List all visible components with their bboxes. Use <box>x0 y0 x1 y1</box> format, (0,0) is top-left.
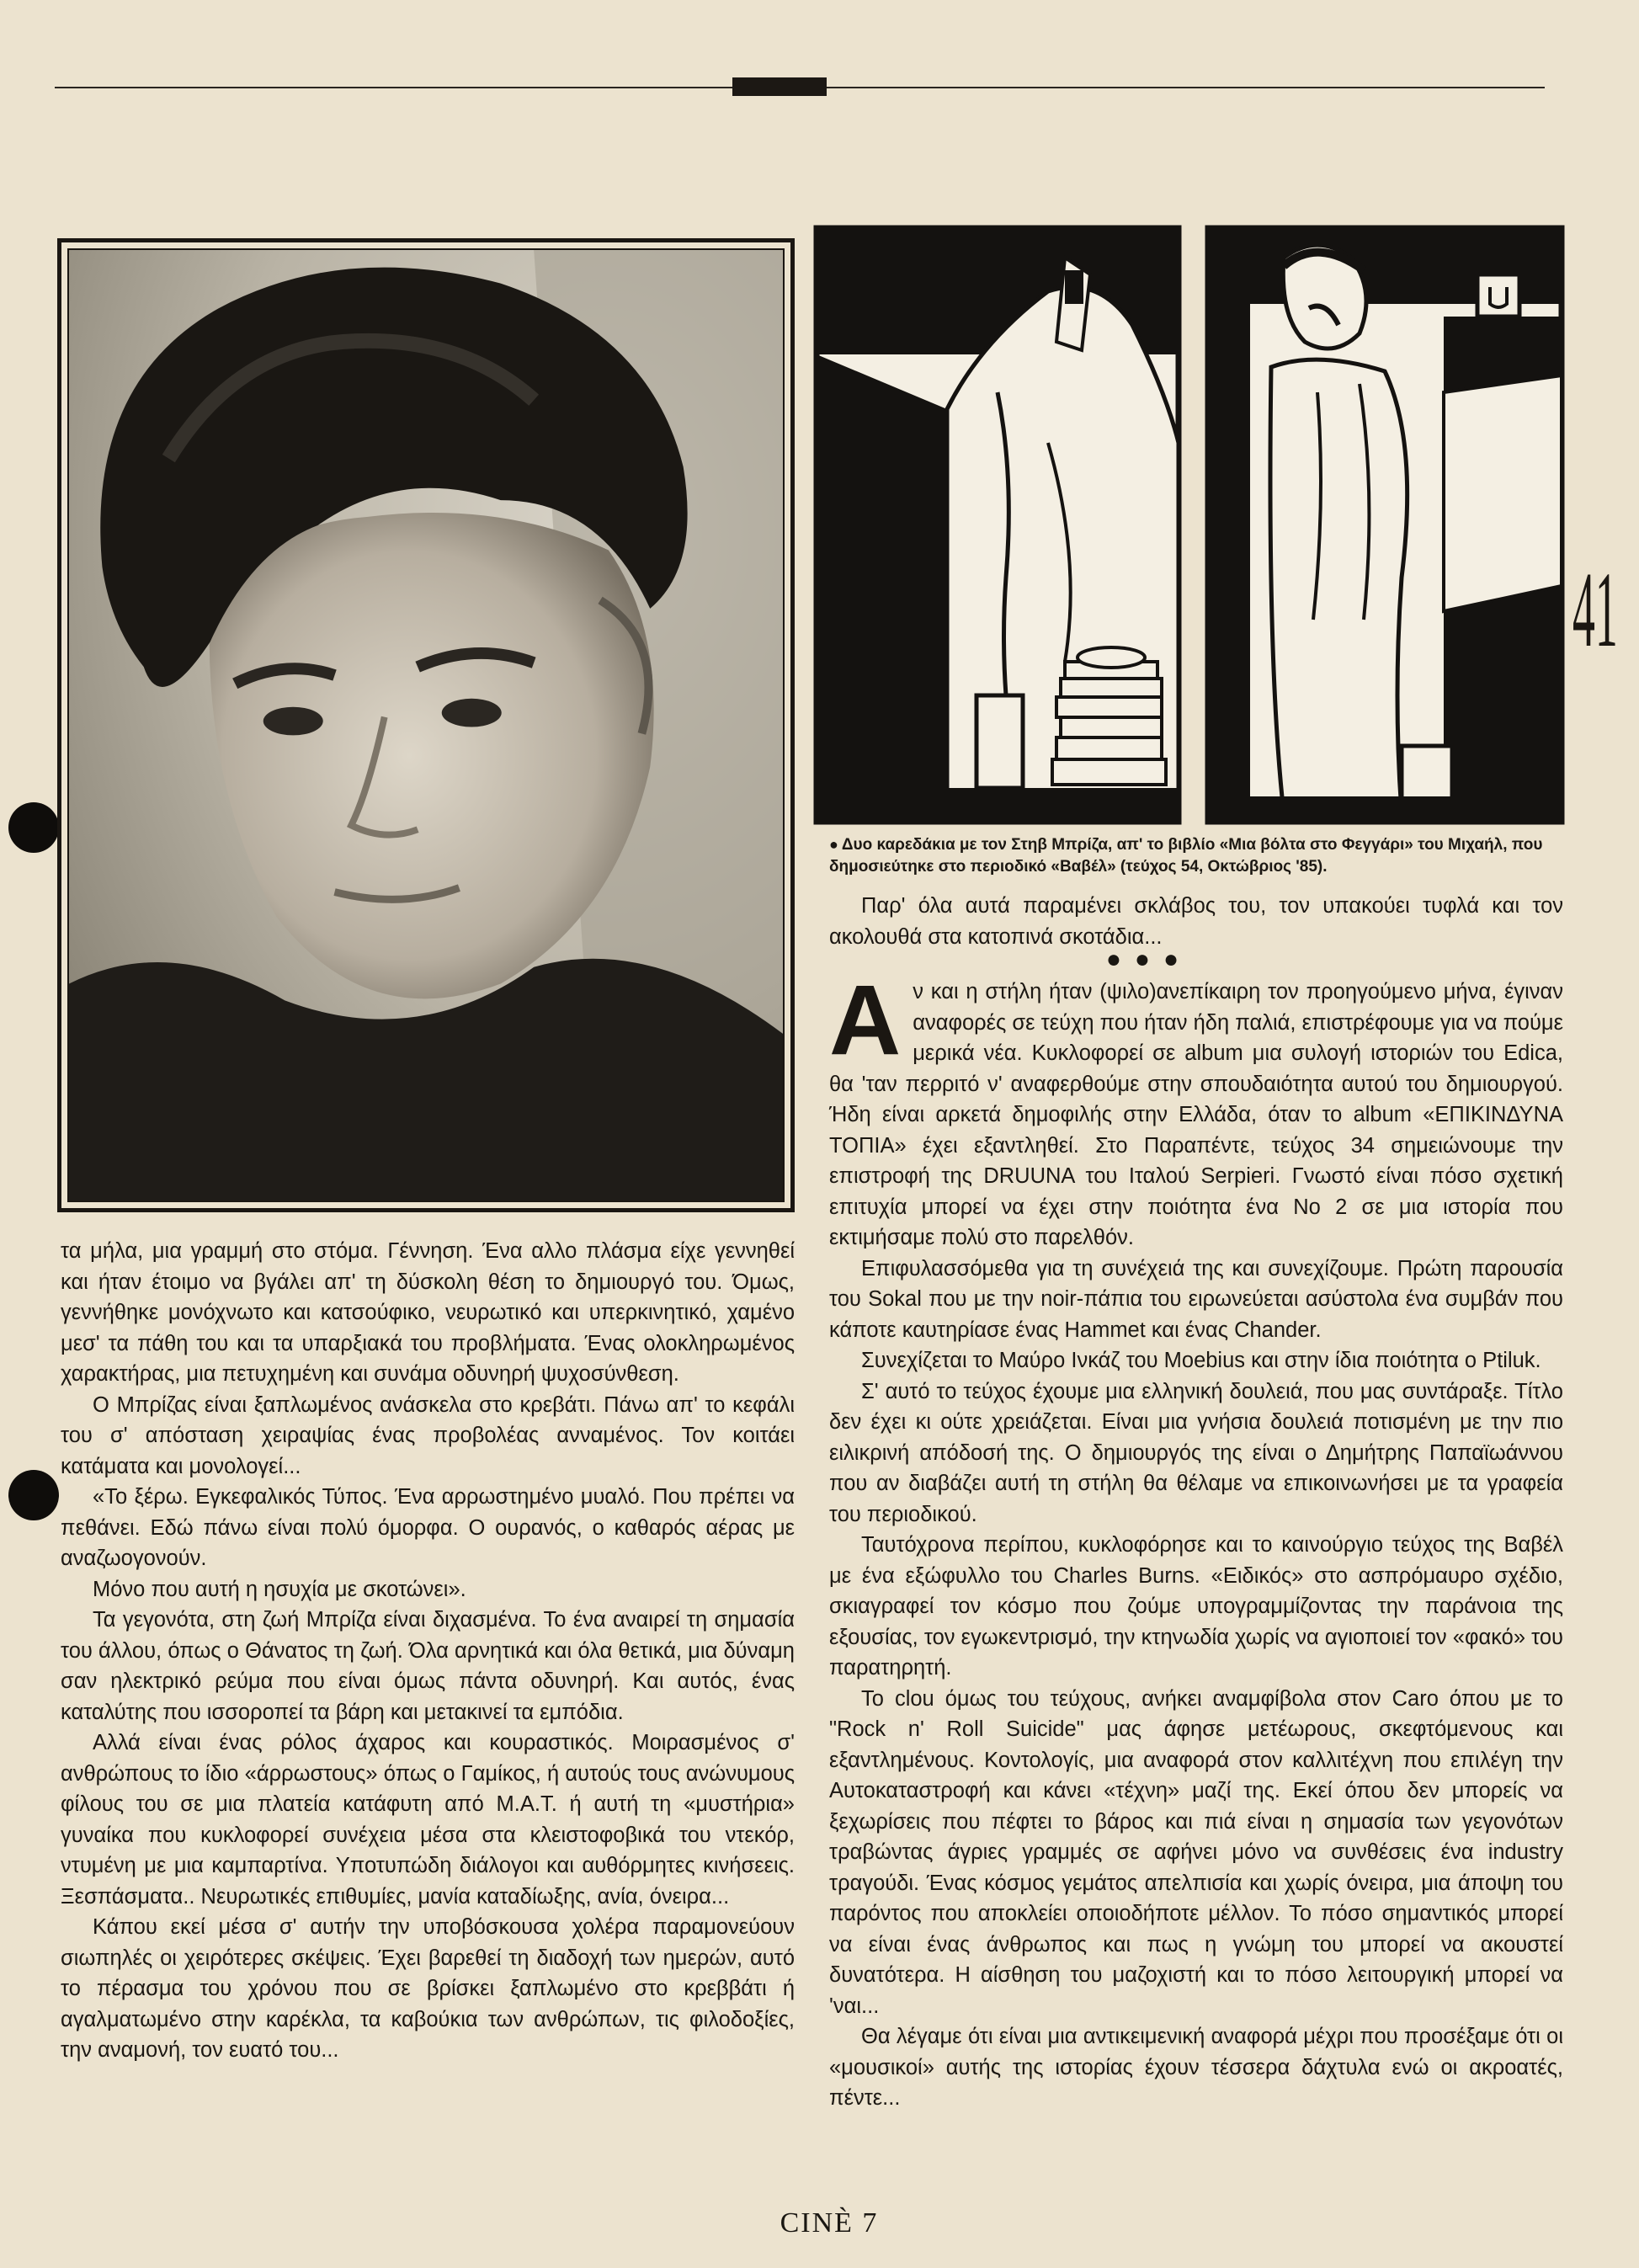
paragraph: Συνεχίζεται το Μαύρο Ινκάζ του Moebius και στην ίδια ποιότητα ο Ptiluk. <box>861 1349 1541 1372</box>
portrait-photo <box>67 248 785 1202</box>
caption-bullet: ● <box>829 836 838 853</box>
right-column <box>829 965 1563 2114</box>
paragraph: Ο Μπρίζας είναι ξαπλωμένος ανάσκελα στο κρεβάτι. Πάνω απ' το κεφάλι του σ' απόσταση χειραψίας ένας προβολέας ανναμένος. Τον κοιτάει κατάματα και μονολογεί... <box>61 1392 795 1478</box>
caption-text: Δυο καρεδάκια με τον Στηβ Μπρίζα, απ' το βιβλίο «Μια βόλτα στο Φεγγάρι» του Μιχαήλ, που δημοσιεύτηκε στο περιοδικό «Βαβέλ» (τεύχος 54, Οκτώβριος '85). <box>829 836 1543 876</box>
paragraph: Ταυτόχρονα περίπου, κυκλοφόρησε και το καινούργιο τεύχος της Βαβέλ με ένα εξώφυλλο του Charles Burns. «Ειδικός» στο ασπρόμαυρο σχέδιο, σκιαγραφεί τον κόσμο που ζούμε υπογραμμίζοντας την παράνοια της εξουσίας, τον εγωκεντρισμό, την κτηνωδία χωρίς να αγιοποιεί τον «φακό» του παρατηρητή. <box>829 1533 1563 1680</box>
punch-hole <box>8 1470 59 1520</box>
comic-panel-2 <box>1208 228 1562 822</box>
right-top-paragraph <box>829 891 1563 952</box>
paragraph: Αλλά είναι ένας ρόλος άχαρος και κουραστικός. Μοιρασμένος σ' ανθρώπους το ίδιο «άρρωστους» όπως ο Γαμίκος, ή αυτούς τους ανώνυμους φίλους του σε μια πλατεία κατάφυτη από Μ.Α.Τ. ή αυτή τη «μυστήρια» γυναίκα που κυκλοφορεί συνέχεια μέσα στα κλειστοφοβικά του ντεκόρ, ντυμένη με μια καμπαρτίνα. Υποτυπώδη διάλογοι και αυθόρμητες κινήσεεις. Ξεσπάσματα.. Νευρωτικές επιθυμίες, μανία καταδίωξης, ανία, όνειρα... <box>61 1731 795 1909</box>
paragraph: Μόνο που αυτή η ησυχία με σκοτώνει». <box>93 1577 466 1601</box>
portrait-photo-frame <box>57 238 795 1212</box>
paragraph: τα μήλα, μια γραμμή στο στόμα. Γέννηση. Ένα αλλο πλάσμα είχε γεννηθεί και ήταν έτοιμο να βγάλει απ' τη δύσκολη θέση το δημιουργό του. Όμως, γεννήθηκε μονόχνωτο και κατσούφικο, νευρωτικό και υπερκινητικό, χαμένο μεσ' τα πάθη του και τα υπαρξιακά του προβλήματα. Ένας ολοκληρωμένος χαρακτήρας, μια πετυχημένη και συνάμα οδυνηρή ψυχοσύνθεση. <box>61 1239 795 1386</box>
paragraph: Παρ' όλα αυτά παραμένει σκλάβος του, τον υπακούει τυφλά και τον ακολουθά στα κατοπινά σκοτάδια... <box>829 894 1563 949</box>
comic-panel-1 <box>817 228 1179 822</box>
top-rule-block <box>732 77 827 96</box>
paragraph: Κάπου εκεί μέσα σ' αυτήν την υποβόσκουσα χολέρα παραμονεύουν σιωπηλές οι χειρότερες σκέψεις. Έχει βαρεθεί τη διαδοχή των ημερών, αυτό το πέρασμα του χρόνου που σε βρίσκει ξαπλωμένο στο κρεββάτι ή αγαλματωμένο στην καρέκλα, τα καβούκια των ανθρώπων, τις φιλοδοξίες, την αναμονή, τον ευατό του... <box>61 1915 795 2062</box>
paragraph: Τα γεγονότα, στη ζωή Μπρίζα είναι διχασμένα. Το ένα αναιρεί τη σημασία του άλλου, όπως ο Θάνατος τη ζωή. Όλα αρνητικά και όλα θετικά, μια δύναμη σαν ηλεκτρικό ρεύμα που είναι όμως πάντα οδυνηρή. Και αυτός, ένας καταλύτης που ισσοροπεί τα βάρη και μετακινεί τα εμπόδια. <box>61 1608 795 1724</box>
paragraph: Σ' αυτό το τεύχος έχουμε μια ελληνική δουλειά, που μας συντάραξε. Τίτλο δεν έχει κι ούτε χρειάζεται. Είναι μια γνήσια δουλειά ποτισμένη με την πιο ειλικρινή απόδοσή της. Ο δημιουργός της είναι ο Δημήτρης Παπαϊωάννου που αν διαβάζει αυτή τη στήλη θα θέλαμε να επικοινωνήσει με τα γραφεία του περιοδικού. <box>829 1379 1563 1526</box>
image-caption <box>829 833 1553 878</box>
section-separator: ●●● <box>1105 945 1193 973</box>
footer-magazine-name: CINÈ 7 <box>780 2207 879 2239</box>
punch-hole <box>8 802 59 853</box>
comic-strip <box>812 224 1566 826</box>
paragraph: «Το ξέρω. Εγκεφαλικός Τύπος. Ένα αρρωστημένο μυαλό. Που πρέπει να πεθάνει. Εδώ πάνω είναι πολύ όμορφα. Ο ουρανός, ο καθαρός αέρας με αναζωογονούν. <box>61 1485 795 1570</box>
left-column <box>61 1236 795 2066</box>
page-number: 41 <box>1572 550 1618 669</box>
paragraph: Επιφυλασσόμεθα για τη συνέχειά της και συνεχίζουμε. Πρώτη παρουσία του Sokal που με την noir-πάπια του ειρωνεύεται ασύστολα ένα συμβάν που κάποτε καυτηρίασε ένας Hammet και ένας Chander. <box>829 1256 1563 1342</box>
paragraph: ν και η στήλη ήταν (ψιλο)ανεπίκαιρη τον προηγούμενο μήνα, έγιναν αναφορές σε τεύχη που ήταν ήδη παλιά, επιστρέφουμε για να πούμε μερικά νέα. Κυκλοφορεί σε album μια συλογή ιστοριών του Edica, θα 'ταν περριτό ν' αναφερθούμε στην σπουδαιότητα αυτού του δημιουργού. Ήδη είναι αρκετά δημοφιλής στην Ελλάδα, όταν το album «ΕΠΙΚΙΝΔΥΝΑ ΤΟΠΙΑ» έχει εξαντληθεί. Στο Παραπέντε, τεύχος 34 σημειώνουμε την επιστροφή της DRUUNA του Ιταλού Serpieri. Γνωστό είναι πόσο σχετική επιτυχία μπορεί να έχει στην ποιότητα ένα Νο 2 σε μια ιστορία που εκτιμήσαμε πολύ στο παρελθόν. <box>829 980 1563 1249</box>
drop-cap: Α <box>829 965 902 1076</box>
paragraph: Το clou όμως του τεύχους, ανήκει αναμφίβολα στον Caro όπου με το "Rock n' Roll Suicide" μας άφησε μετέωρους, σκεφτόμενους και εξαντλημένους. Κοντολογίς, μια αναφορά στον καλλιτέχνη που επιλέγη την Αυτοκαταστροφή και κάνει «τέχνη» μαζί της. Εκεί όπου δεν μπορείς να ξεχωρίσεις που πέφτει το βάρος και πιά είναι η σημασία των γεγονότων τραβώντας άγριες γραμμές σε αφήνει μόνο να συνθέσεις ένα industry τραγούδι. Ένας κόσμος γεμάτος απελπισία και χωρίς όνειρα, μια άποψη του παρόντος που αποκλείει οποιοδήποτε μέλλον. Το πόσο σημαντικός μπορεί να είναι ένας άνθρωπος και πως η γνώμη του μπορεί να ακουστεί δυνατότερα. Η αίσθηση του μαζοχιστή και το πόσο λειτουργική μπορεί να 'ναι... <box>829 1686 1563 2018</box>
paragraph: Θα λέγαμε ότι είναι μια αντικειμενική αναφορά μέχρι που προσέξαμε ότι οι «μουσικοί» αυτής της ιστορίας έχουν τέσσερα δάχτυλα ενώ οι ακροατές, πέντε... <box>829 2025 1563 2110</box>
